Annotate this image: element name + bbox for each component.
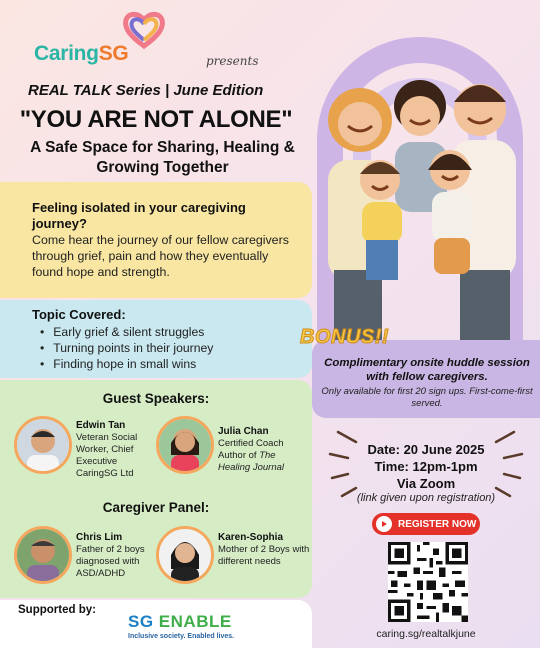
sg-enable-logo: SG ENABLE Inclusive society. Enabled lives. [128,612,235,640]
list-item: • Finding hope in small wins [40,356,213,372]
panel-karen-sophia: Karen-Sophia Mother of 2 Boys with different needs [218,532,310,567]
qr-code-icon[interactable] [388,542,468,622]
supported-by-label: Supported by: [18,604,96,616]
avatar-chris-lim [14,526,72,584]
intro-heading: Feeling isolated in your caregiving journey? [32,200,246,231]
bonus-sub-text: Only available for first 20 sign ups. First-come-first served. [321,386,533,409]
intro-block [32,200,302,280]
guest-speakers-heading: Guest Speakers: [102,391,210,406]
family-illustration [300,20,540,370]
bonus-main-text: Complimentary onsite huddle session with fellow caregivers. [324,357,530,383]
bonus-label: BONUS!! [300,326,390,348]
avatar-julia-chan [156,416,214,474]
topics-list [40,324,213,372]
speaker-julia-chan: Julia Chan Certified Coach Author of The Healing Journal [218,426,285,473]
topics-heading: Topic Covered: [32,307,126,322]
presents-label: presents [206,54,259,68]
panel-chris-lim: Chris Lim Father of 2 boys diagnosed with ASD/ADHD [76,532,145,579]
avatar-edwin-tan [14,416,72,474]
avatar-karen-sophia [156,526,214,584]
caregiver-panel-heading: Caregiver Panel: [102,500,210,515]
list-item: • Early grief & silent struggles [40,324,213,340]
series-title: REAL TALK Series | June Edition [28,82,264,99]
register-label: REGISTER NOW [398,518,477,530]
intro-body: Come hear the journey of our fellow caregivers through grief, pain and how they eventually found hope and strength. [32,233,289,279]
event-time: Time: 12pm-1pm [374,459,478,474]
page-subtitle: A Safe Space for Sharing, Healing & Growing Together [30,139,295,176]
sg-enable-tagline: Inclusive society. Enabled lives. [128,633,235,640]
event-link-note: (link given upon registration) [356,492,496,504]
registration-url[interactable]: caring.sg/realtalkjune [376,628,476,640]
speaker-edwin-tan: Edwin Tan Veteran Social Worker, Chief Executive CaringSG Ltd [76,420,138,479]
logo-text: CaringSG [34,42,129,65]
page-title: "YOU ARE NOT ALONE" [19,106,293,133]
list-item: • Turning points in their journey [40,340,213,356]
play-icon [376,516,392,532]
register-now-button[interactable] [372,513,480,535]
event-platform: Via Zoom [396,476,456,491]
caringsg-logo [34,10,259,70]
event-date: Date: 20 June 2025 [367,442,485,457]
